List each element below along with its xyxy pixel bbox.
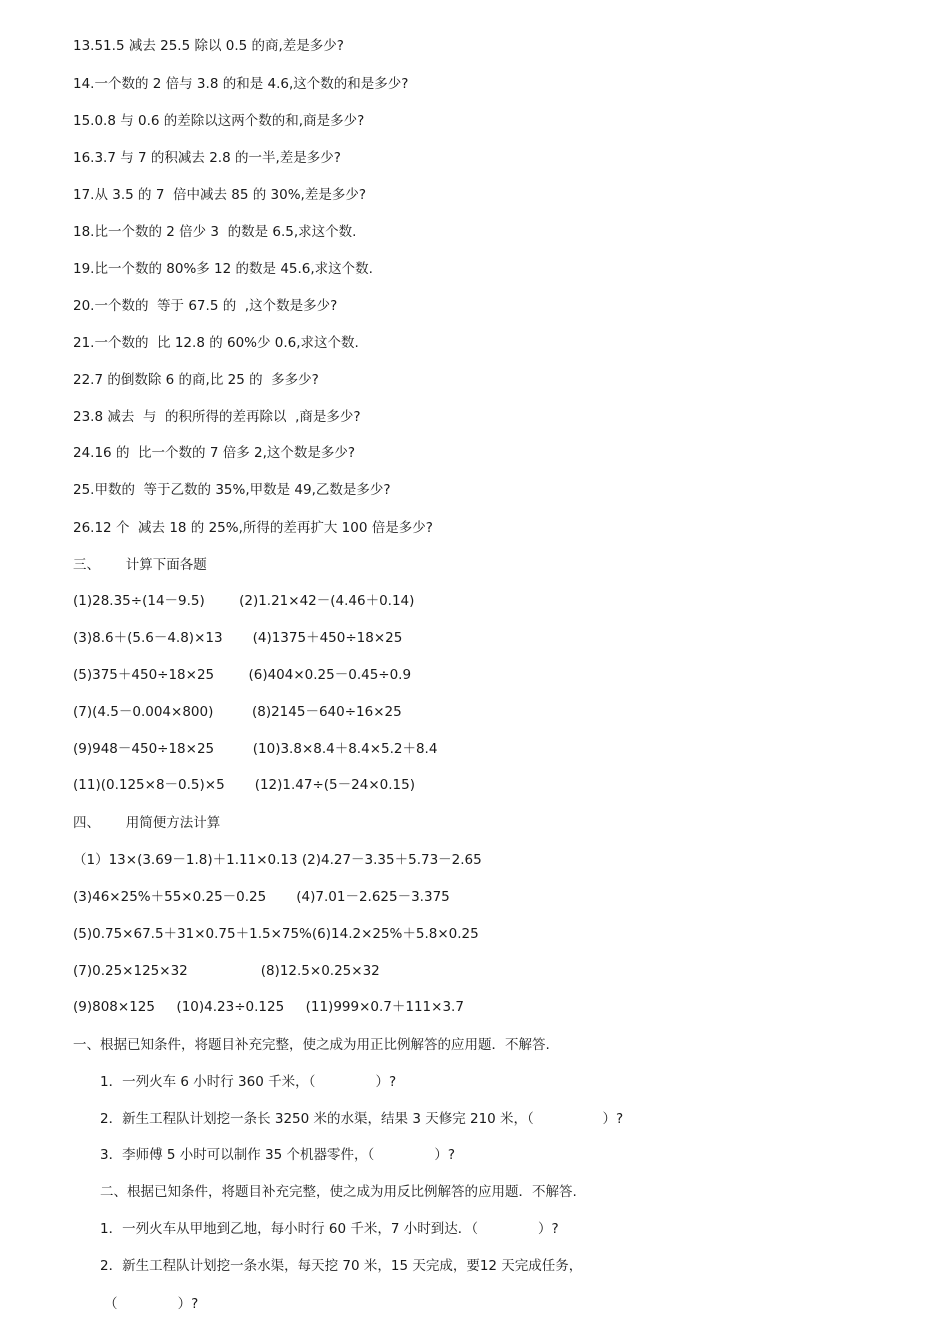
simplify-row: （1）13×(3.69－1.8)＋1.11×0.13 (2)4.27－3.35＋5.73－2.65 [73,852,482,868]
question-14: 14.一个数的 2 倍与 3.8 的和是 4.6,这个数的和是多少? [73,76,409,92]
part-a-item: 3．李师傅 5 小时可以制作 35 个机器零件，（ ）? [100,1147,456,1163]
part-a-item: 2．新生工程队计划挖一条长 3250 米的水渠，结果 3 天修完 210 米，（ ）? [100,1111,624,1127]
calc-row: (5)375＋450÷18×25 (6)404×0.25－0.45÷0.9 [73,667,412,683]
calc-row: (9)948－450÷18×25 (10)3.8×8.4＋8.4×5.2＋8.4 [73,741,438,757]
question-15: 15.0.8 与 0.6 的差除以这两个数的和,商是多少? [73,113,365,129]
calc-row: (3)8.6＋(5.6－4.8)×13 (4)1375＋450÷18×25 [73,630,403,646]
calc-row: (7)(4.5－0.004×800) (8)2145－640÷16×25 [73,704,402,720]
section-3-title: 三、 计算下面各题 [73,557,207,573]
part-a-title: 一、根据已知条件，将题目补充完整，使之成为用正比例解答的应用题．不解答. [73,1037,550,1053]
question-21: 21.一个数的 比 12.8 的 60%少 0.6,求这个数. [73,335,359,351]
question-18: 18.比一个数的 2 倍少 3 的数是 6.5,求这个数. [73,224,357,240]
question-16: 16.3.7 与 7 的积减去 2.8 的一半,差是多少? [73,150,341,166]
question-17: 17.从 3.5 的 7 倍中减去 85 的 30%,差是多少? [73,187,366,203]
question-25: 25.甲数的 等于乙数的 35%,甲数是 49,乙数是多少? [73,482,391,498]
part-b-title: 二、根据已知条件，将题目补充完整，使之成为用反比例解答的应用题．不解答. [100,1184,577,1200]
simplify-row: (5)0.75×67.5＋31×0.75＋1.5×75%(6)14.2×25%＋5.8×0.25 [73,926,479,942]
question-13: 13.51.5 减去 25.5 除以 0.5 的商,差是多少? [73,38,344,54]
simplify-row: (3)46×25%＋55×0.25－0.25 (4)7.01－2.625－3.375 [73,889,450,905]
question-23: 23.8 减去 与 的积所得的差再除以 ,商是多少? [73,409,361,425]
part-b-item: 2．新生工程队计划挖一条水渠，每天挖 70 米，15 天完成，要12 天完成任务， [100,1258,583,1274]
section-4-title: 四、 用简便方法计算 [73,815,221,831]
part-b-item: （ ）? [104,1296,199,1312]
part-b-item: 1．一列火车从甲地到乙地，每小时行 60 千米，7 小时到达．（ ）? [100,1221,559,1237]
question-26: 26.12 个 减去 18 的 25%,所得的差再扩大 100 倍是多少? [73,520,433,536]
simplify-row: (9)808×125 (10)4.23÷0.125 (11)999×0.7＋111×3.7 [73,999,464,1015]
part-a-item: 1．一列火车 6 小时行 360 千米，（ ）? [100,1074,397,1090]
question-20: 20.一个数的 等于 67.5 的 ,这个数是多少? [73,298,338,314]
question-22: 22.7 的倒数除 6 的商,比 25 的 多多少? [73,372,319,388]
question-19: 19.比一个数的 80%多 12 的数是 45.6,求这个数. [73,261,373,277]
calc-row: (1)28.35÷(14－9.5) (2)1.21×42－(4.46＋0.14) [73,593,415,609]
simplify-row: (7)0.25×125×32 (8)12.5×0.25×32 [73,963,380,979]
calc-row: (11)(0.125×8－0.5)×5 (12)1.47÷(5－24×0.15) [73,777,415,793]
question-24: 24.16 的 比一个数的 7 倍多 2,这个数是多少? [73,445,356,461]
